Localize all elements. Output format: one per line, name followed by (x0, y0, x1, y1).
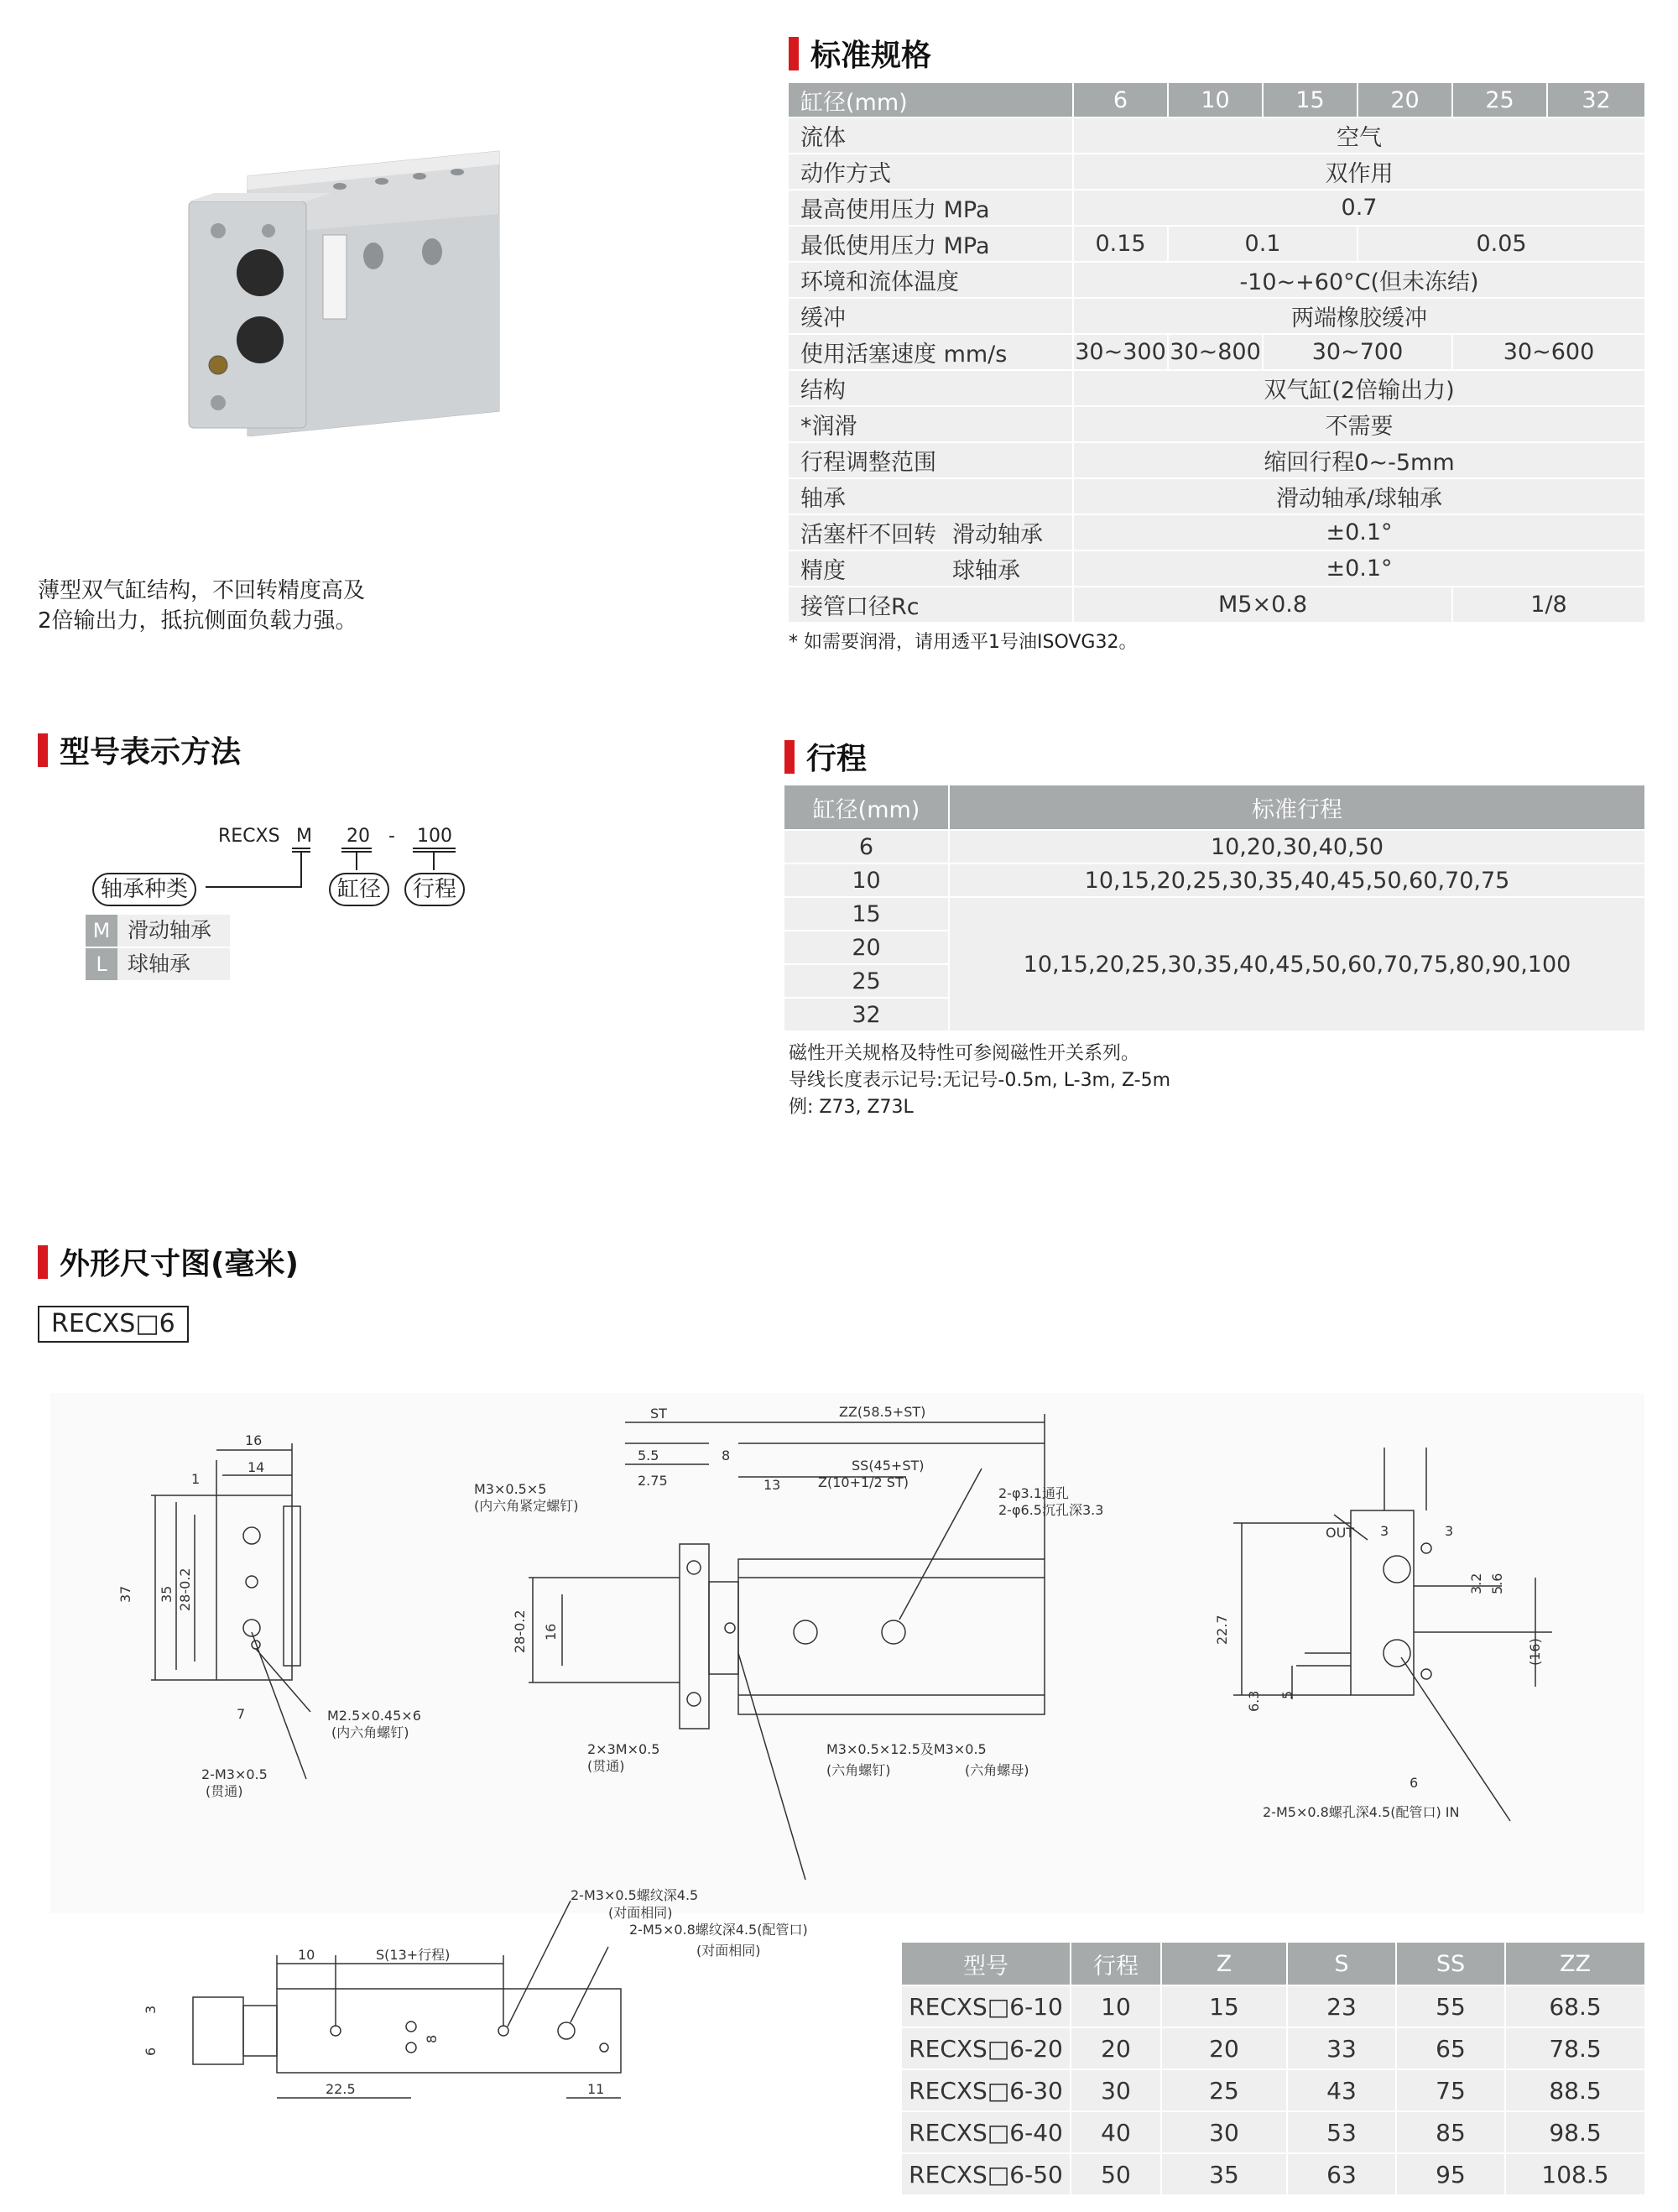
dim-row: RECXS□6-10 10 15 23 55 68.5 (901, 1985, 1645, 2027)
svg-text:(六角螺钉): (六角螺钉) (826, 1762, 891, 1778)
spec-row: 使用活塞速度 mm/s 30~300 30~800 30~700 30~600 (788, 334, 1645, 370)
dimension-table: 型号 行程 Z S SS ZZ RECXS□6-10 10 15 23 55 68.5 RECXS□6-20 20 20 33 65 78.5 RECXS□6-30 30 25 43 75 88.5 RECXS□6-40 40 30 53 85 98.5 RECXS□6-50 50 35 63 95 108.5 (900, 1941, 1646, 2196)
spec-header-row: 缸径(mm) 6 10 15 20 25 32 (788, 82, 1645, 117)
bearing-options (86, 915, 230, 980)
svg-text:2-M3×0.5: 2-M3×0.5 (201, 1766, 268, 1782)
svg-text:(对面相同): (对面相同) (608, 1905, 673, 1921)
svg-text:2-M3×0.5螺纹深4.5: 2-M3×0.5螺纹深4.5 (571, 1887, 699, 1903)
spec-row: 结构 双气缸(2倍输出力) (788, 370, 1645, 406)
svg-text:2-φ6.5沉孔深3.3: 2-φ6.5沉孔深3.3 (998, 1502, 1104, 1518)
dim-row: RECXS□6-30 30 25 43 75 88.5 (901, 2069, 1645, 2111)
svg-text:35: 35 (159, 1585, 175, 1603)
spec-row: *润滑 不需要 (788, 406, 1645, 442)
spec-row: 接管口径Rc M5×0.8 1/8 (788, 587, 1645, 623)
svg-text:RECXS: RECXS (218, 826, 280, 847)
svg-text:6: 6 (1410, 1775, 1419, 1791)
svg-text:14: 14 (248, 1459, 265, 1475)
stroke-row: 25 (784, 964, 1645, 998)
svg-text:(六角螺母): (六角螺母) (965, 1762, 1029, 1778)
spec-row: 最低使用压力 MPa 0.15 0.1 0.05 (788, 226, 1645, 262)
spec-row: 环境和流体温度 -10~+60°C(但未冻结) (788, 262, 1645, 298)
svg-text:7: 7 (237, 1706, 246, 1722)
spec-row: 精度 球轴承 ±0.1° (788, 550, 1645, 587)
svg-text:8: 8 (424, 2034, 440, 2043)
svg-text:3: 3 (1380, 1523, 1389, 1539)
svg-text:M: M (296, 826, 312, 847)
svg-text:28-0.2: 28-0.2 (512, 1609, 528, 1653)
bottom-view-drawing (193, 1901, 621, 2098)
spec-row: 动作方式 双作用 (788, 154, 1645, 190)
svg-text:M3×0.5×5: M3×0.5×5 (474, 1481, 547, 1497)
svg-text:(贯通): (贯通) (206, 1783, 243, 1799)
svg-text:28-0.2: 28-0.2 (177, 1568, 193, 1611)
spec-row: 最高使用压力 MPa 0.7 (788, 190, 1645, 226)
product-photo (180, 134, 516, 436)
svg-text:5.6: 5.6 (1489, 1573, 1505, 1594)
model-label-box: RECXS□6 (38, 1306, 189, 1343)
stroke-row: 6 10,20,30,40,50 (784, 830, 1645, 863)
svg-text:ST: ST (650, 1406, 667, 1422)
specs-footnote: * 如需要润滑，请用透平1号油ISOVG32。 (789, 632, 1138, 653)
specs-title: 标准规格 (789, 32, 931, 75)
svg-text:37: 37 (117, 1585, 133, 1603)
spec-row: 行程调整范围 缩回行程0~-5mm (788, 442, 1645, 478)
svg-text:3: 3 (1445, 1523, 1454, 1539)
svg-text:16: 16 (543, 1623, 559, 1641)
svg-text:2-M5×0.8螺孔深4.5(配管口) IN: 2-M5×0.8螺孔深4.5(配管口) IN (1263, 1804, 1460, 1820)
svg-text:(对面相同): (对面相同) (696, 1943, 761, 1959)
svg-text:2-M5×0.8螺纹深4.5(配管口): 2-M5×0.8螺纹深4.5(配管口) (629, 1922, 808, 1938)
svg-text:10: 10 (298, 1947, 315, 1963)
svg-text:5: 5 (1279, 1690, 1295, 1699)
spec-row: 活塞杆不回转 滑动轴承 ±0.1° (788, 514, 1645, 550)
tag-bore: 缸径 (329, 873, 389, 906)
stroke-row: 10 10,15,20,25,30,35,40,45,50,60,70,75 (784, 863, 1645, 897)
svg-text:22.5: 22.5 (326, 2081, 356, 2097)
svg-text:2-φ3.1通孔: 2-φ3.1通孔 (998, 1485, 1069, 1501)
spec-row: 缓冲 两端橡胶缓冲 (788, 298, 1645, 334)
svg-text:6.3: 6.3 (1246, 1690, 1262, 1712)
stroke-title: 行程 (784, 735, 867, 778)
svg-text:13: 13 (763, 1477, 781, 1493)
svg-text:3: 3 (143, 2005, 159, 2014)
svg-text:-: - (388, 826, 395, 847)
svg-text:5.5: 5.5 (638, 1448, 659, 1463)
svg-text:16: 16 (245, 1432, 263, 1448)
dim-row: RECXS□6-50 50 35 63 95 108.5 (901, 2153, 1645, 2195)
svg-text:11: 11 (587, 2081, 605, 2097)
bearing-option: M 滑动轴承 (86, 915, 230, 947)
bearing-option: L 球轴承 (86, 948, 230, 980)
svg-text:3.2: 3.2 (1468, 1573, 1484, 1594)
svg-text:1: 1 (191, 1471, 201, 1487)
svg-text:S(13+行程): S(13+行程) (376, 1947, 451, 1963)
dim-row: RECXS□6-20 20 20 33 65 78.5 (901, 2027, 1645, 2069)
dim-row: RECXS□6-40 40 30 53 85 98.5 (901, 2111, 1645, 2153)
spec-row: 流体 空气 (788, 117, 1645, 154)
svg-text:6: 6 (143, 2047, 159, 2056)
svg-text:22.7: 22.7 (1214, 1615, 1230, 1645)
svg-text:8: 8 (722, 1448, 731, 1463)
svg-text:(16): (16) (1527, 1638, 1543, 1666)
svg-text:2×3M×0.5: 2×3M×0.5 (587, 1741, 660, 1757)
stroke-row: 32 (784, 998, 1645, 1031)
svg-text:SS(45+ST): SS(45+ST) (852, 1458, 925, 1474)
svg-text:20: 20 (347, 826, 370, 847)
spec-table (787, 81, 1646, 623)
stroke-row: 15 10,15,20,25,30,35,40,45,50,60,70,75,80,90,100 (784, 897, 1645, 931)
tag-bearing-type: 轴承种类 (92, 873, 196, 906)
svg-text:(内六角螺钉): (内六角螺钉) (331, 1724, 409, 1740)
stroke-row: 20 (784, 931, 1645, 964)
stroke-notes: 磁性开关规格及特性可参阅磁性开关系列。 导线长度表示记号:无记号-0.5m, L-3m, Z-5m 例: Z73, Z73L (789, 1043, 1171, 1118)
svg-text:(内六角紧定螺钉): (内六角紧定螺钉) (474, 1498, 579, 1514)
dims-title: 外形尺寸图(毫米) (38, 1240, 299, 1283)
svg-text:100: 100 (417, 826, 452, 847)
svg-text:M2.5×0.45×6: M2.5×0.45×6 (327, 1708, 421, 1724)
svg-text:2.75: 2.75 (638, 1473, 668, 1489)
svg-text:(贯通): (贯通) (587, 1758, 625, 1774)
svg-text:ZZ(58.5+ST): ZZ(58.5+ST) (839, 1404, 926, 1420)
svg-text:M3×0.5×12.5及M3×0.5: M3×0.5×12.5及M3×0.5 (826, 1741, 987, 1757)
svg-text:OUT: OUT (1326, 1525, 1355, 1541)
stroke-table: 缸径(mm) 标准行程 6 10,20,30,40,50 10 10,15,20,25,30,35,40,45,50,60,70,75 15 10,15,20,25,30,35,40,45,50,60,70,75,80,90,100 20 25 32 (783, 784, 1646, 1032)
tag-stroke: 行程 (404, 873, 465, 906)
spec-row: 轴承 滑动轴承/球轴承 (788, 478, 1645, 514)
product-caption: 薄型双气缸结构，不回转精度高及 2倍输出力，抵抗侧面负载力强。 (38, 578, 366, 634)
svg-text:Z(10+1/2 ST): Z(10+1/2 ST) (818, 1474, 909, 1490)
model-title: 型号表示方法 (38, 728, 241, 771)
